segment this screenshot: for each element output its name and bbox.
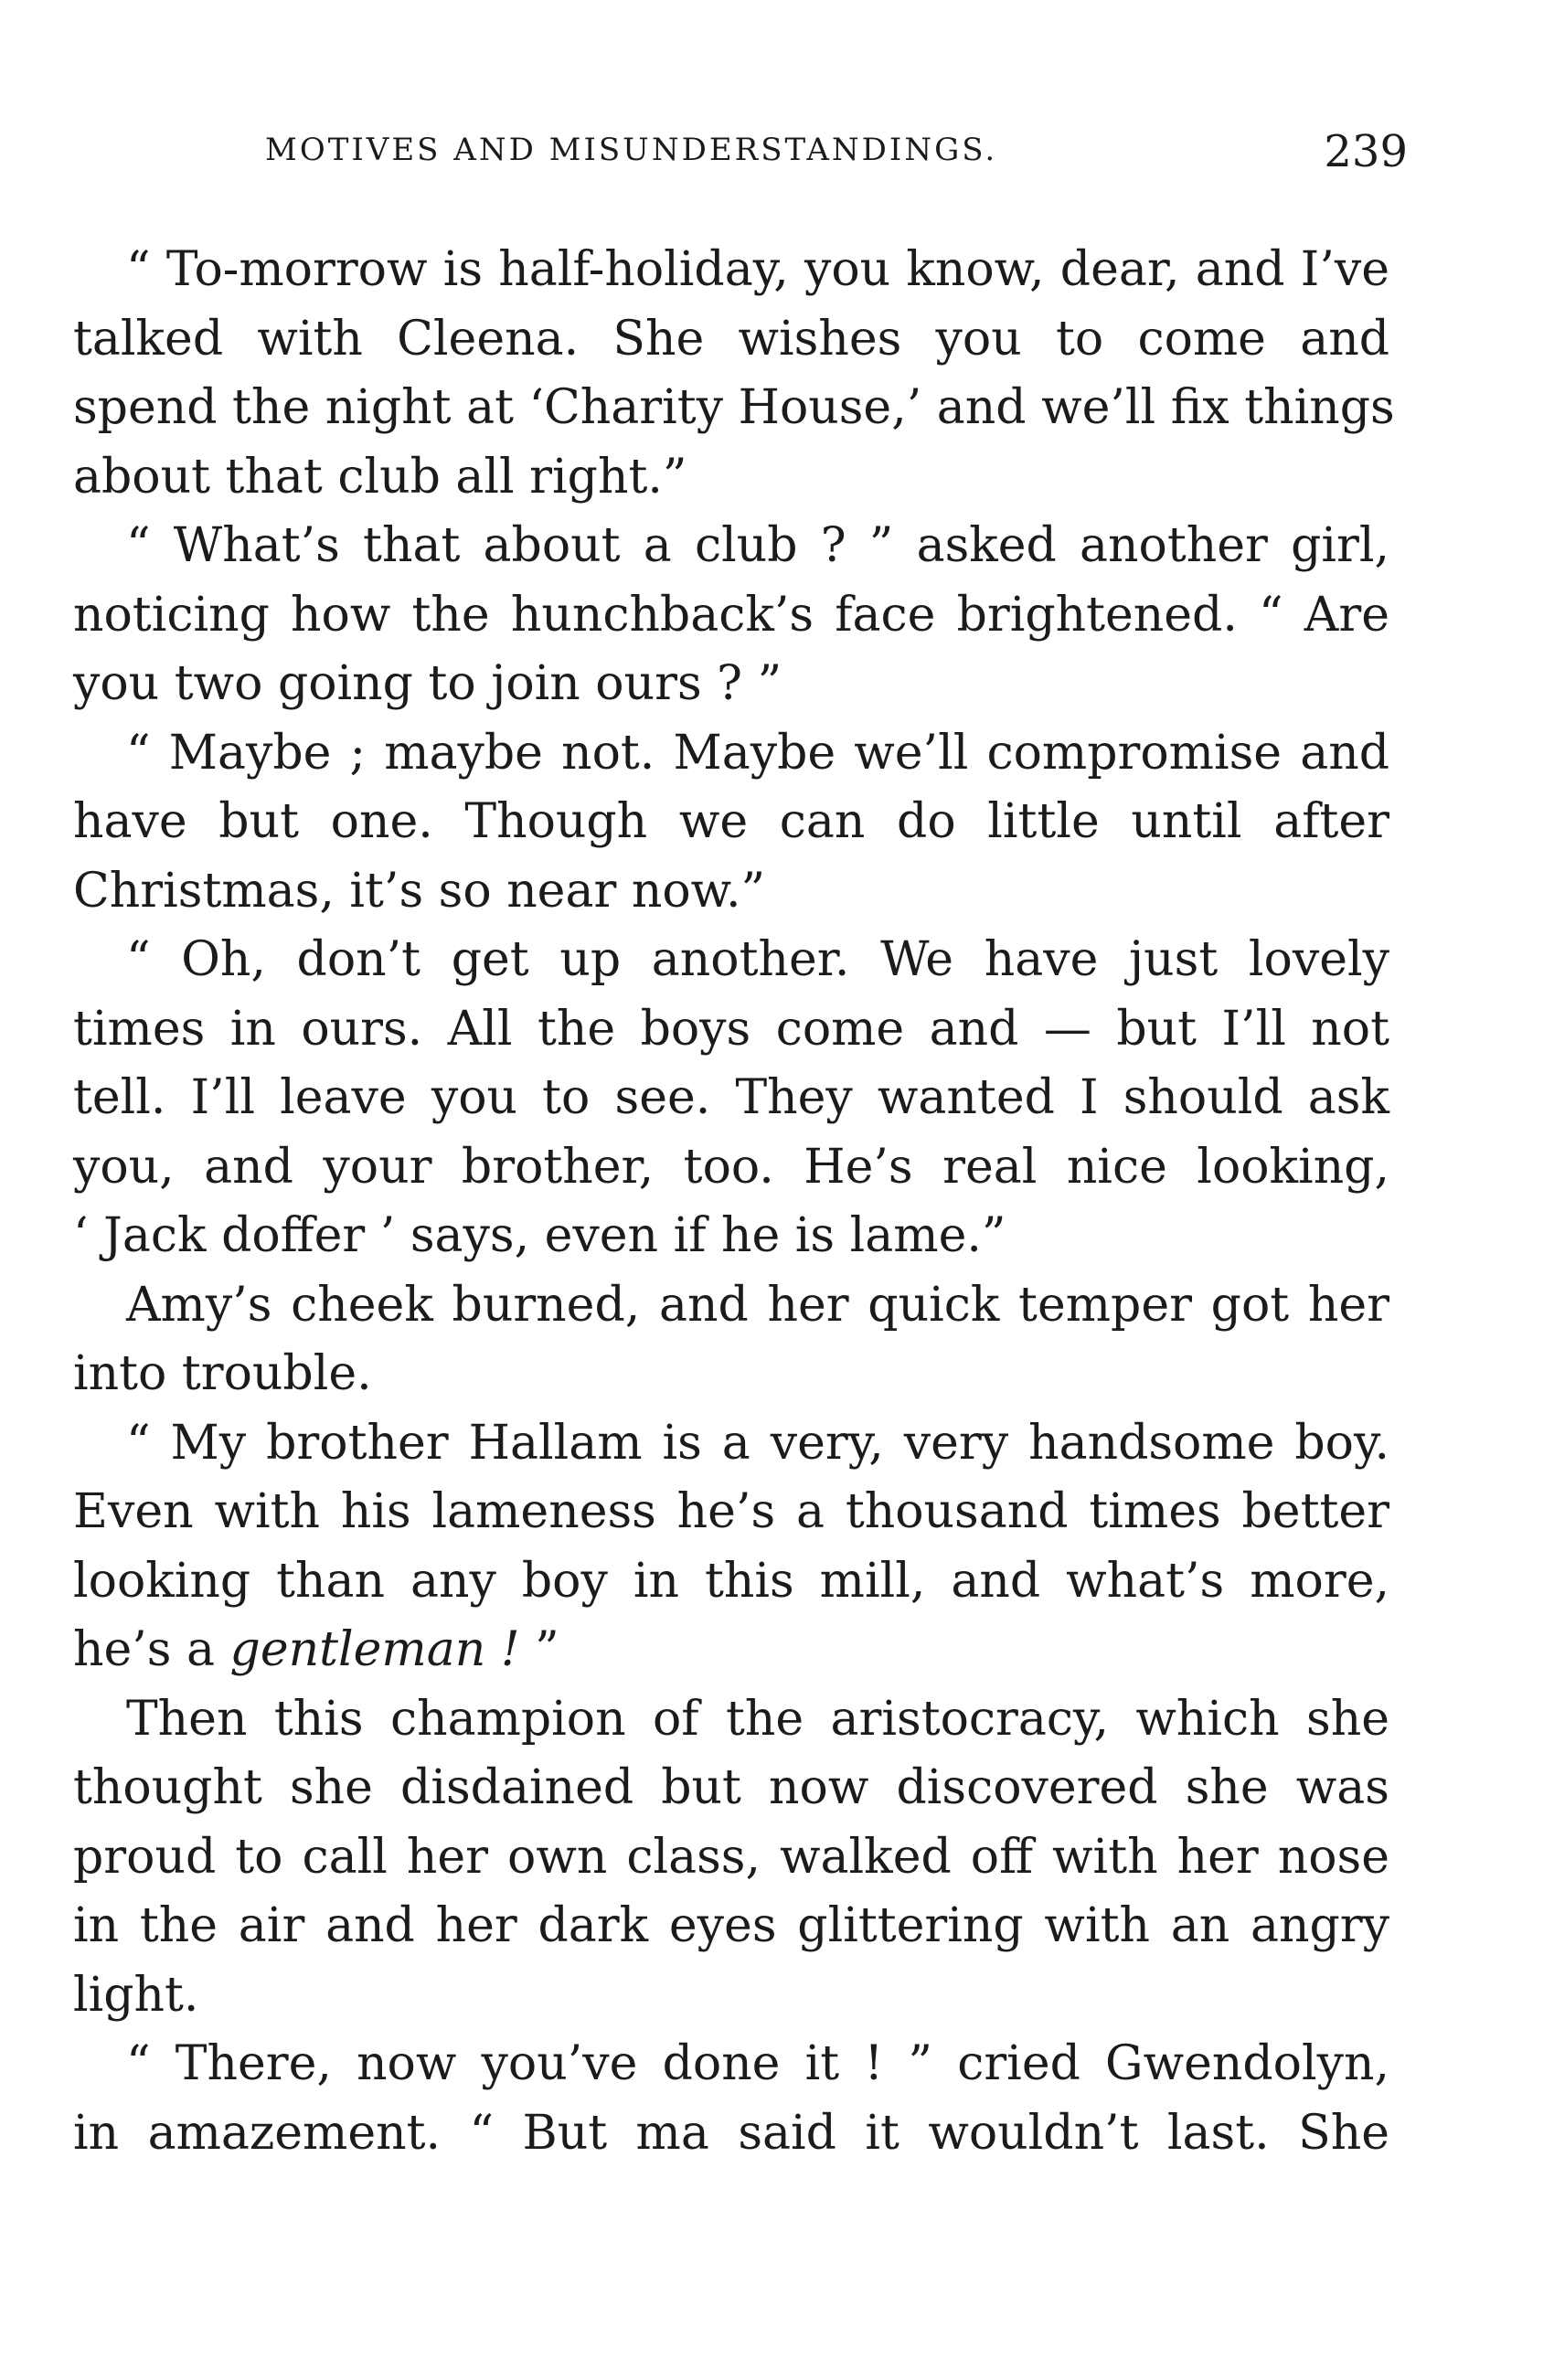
text-line: light.	[73, 1967, 199, 2023]
text-line: in amazement. “ But ma said it wouldn’t last. She	[73, 2105, 1389, 2161]
closing-quote: ”	[535, 1622, 559, 1677]
page-number: 239	[1324, 126, 1408, 177]
text-line: Then this champion of the aristocracy, which she	[126, 1691, 1389, 1747]
text-line: spend the night at ‘Charity House,’ and we’ll fix things	[73, 380, 1395, 435]
text-line: talked with Cleena. She wishes you to come and	[73, 311, 1389, 367]
text-line: “ Oh, don’t get up another. We have just lovely	[126, 932, 1389, 987]
text-line: “ Maybe ; maybe not. Maybe we’ll compromise and	[126, 725, 1389, 781]
running-head	[265, 126, 1408, 181]
text-line: “ To-morrow is half-holiday, you know, dear, and I’ve	[126, 242, 1389, 297]
text-line: you, and your brother, too. He’s real nice looking,	[73, 1139, 1389, 1195]
text-line: you two going to join ours ? ”	[73, 656, 782, 711]
text-line: have but one. Though we can do little until after	[73, 794, 1389, 849]
text-line: into trouble.	[73, 1346, 372, 1401]
text-line: times in ours. All the boys come and — but I’ll not	[73, 1001, 1389, 1057]
text-line: Christmas, it’s so near now.”	[73, 863, 766, 919]
emphasized-word: gentleman !	[229, 1622, 536, 1677]
text-line: looking than any boy in this mill, and what’s more,	[73, 1553, 1389, 1609]
text-line: in the air and her dark eyes glittering with an angry	[73, 1898, 1389, 1953]
text-line: ‘ Jack doffer ’ says, even if he is lame.”	[73, 1208, 1006, 1263]
running-title: MOTIVES AND MISUNDERSTANDINGS.	[265, 132, 998, 168]
text-line-with-emphasis	[73, 1616, 1389, 1685]
text-line: Amy’s cheek burned, and her quick temper got her	[126, 1277, 1389, 1333]
text-line: proud to call her own class, walked off with her nose	[73, 1829, 1389, 1885]
text-line: about that club all right.”	[73, 449, 687, 505]
text-line: Even with his lameness he’s a thousand times better	[73, 1484, 1389, 1539]
text-line: noticing how the hunchback’s face brightened. “ Are	[73, 587, 1389, 643]
text-line: “ There, now you’ve done it ! ” cried Gwendolyn,	[126, 2036, 1389, 2091]
text-fragment: he’s a	[73, 1622, 230, 1677]
text-line: “ My brother Hallam is a very, very handsome boy.	[126, 1415, 1389, 1471]
text-line: “ What’s that about a club ? ” asked another girl,	[126, 518, 1389, 573]
text-line: tell. I’ll leave you to see. They wanted I should ask	[73, 1070, 1389, 1125]
text-line: thought she disdained but now discovered she was	[73, 1760, 1389, 1815]
body-text	[73, 236, 1395, 2168]
